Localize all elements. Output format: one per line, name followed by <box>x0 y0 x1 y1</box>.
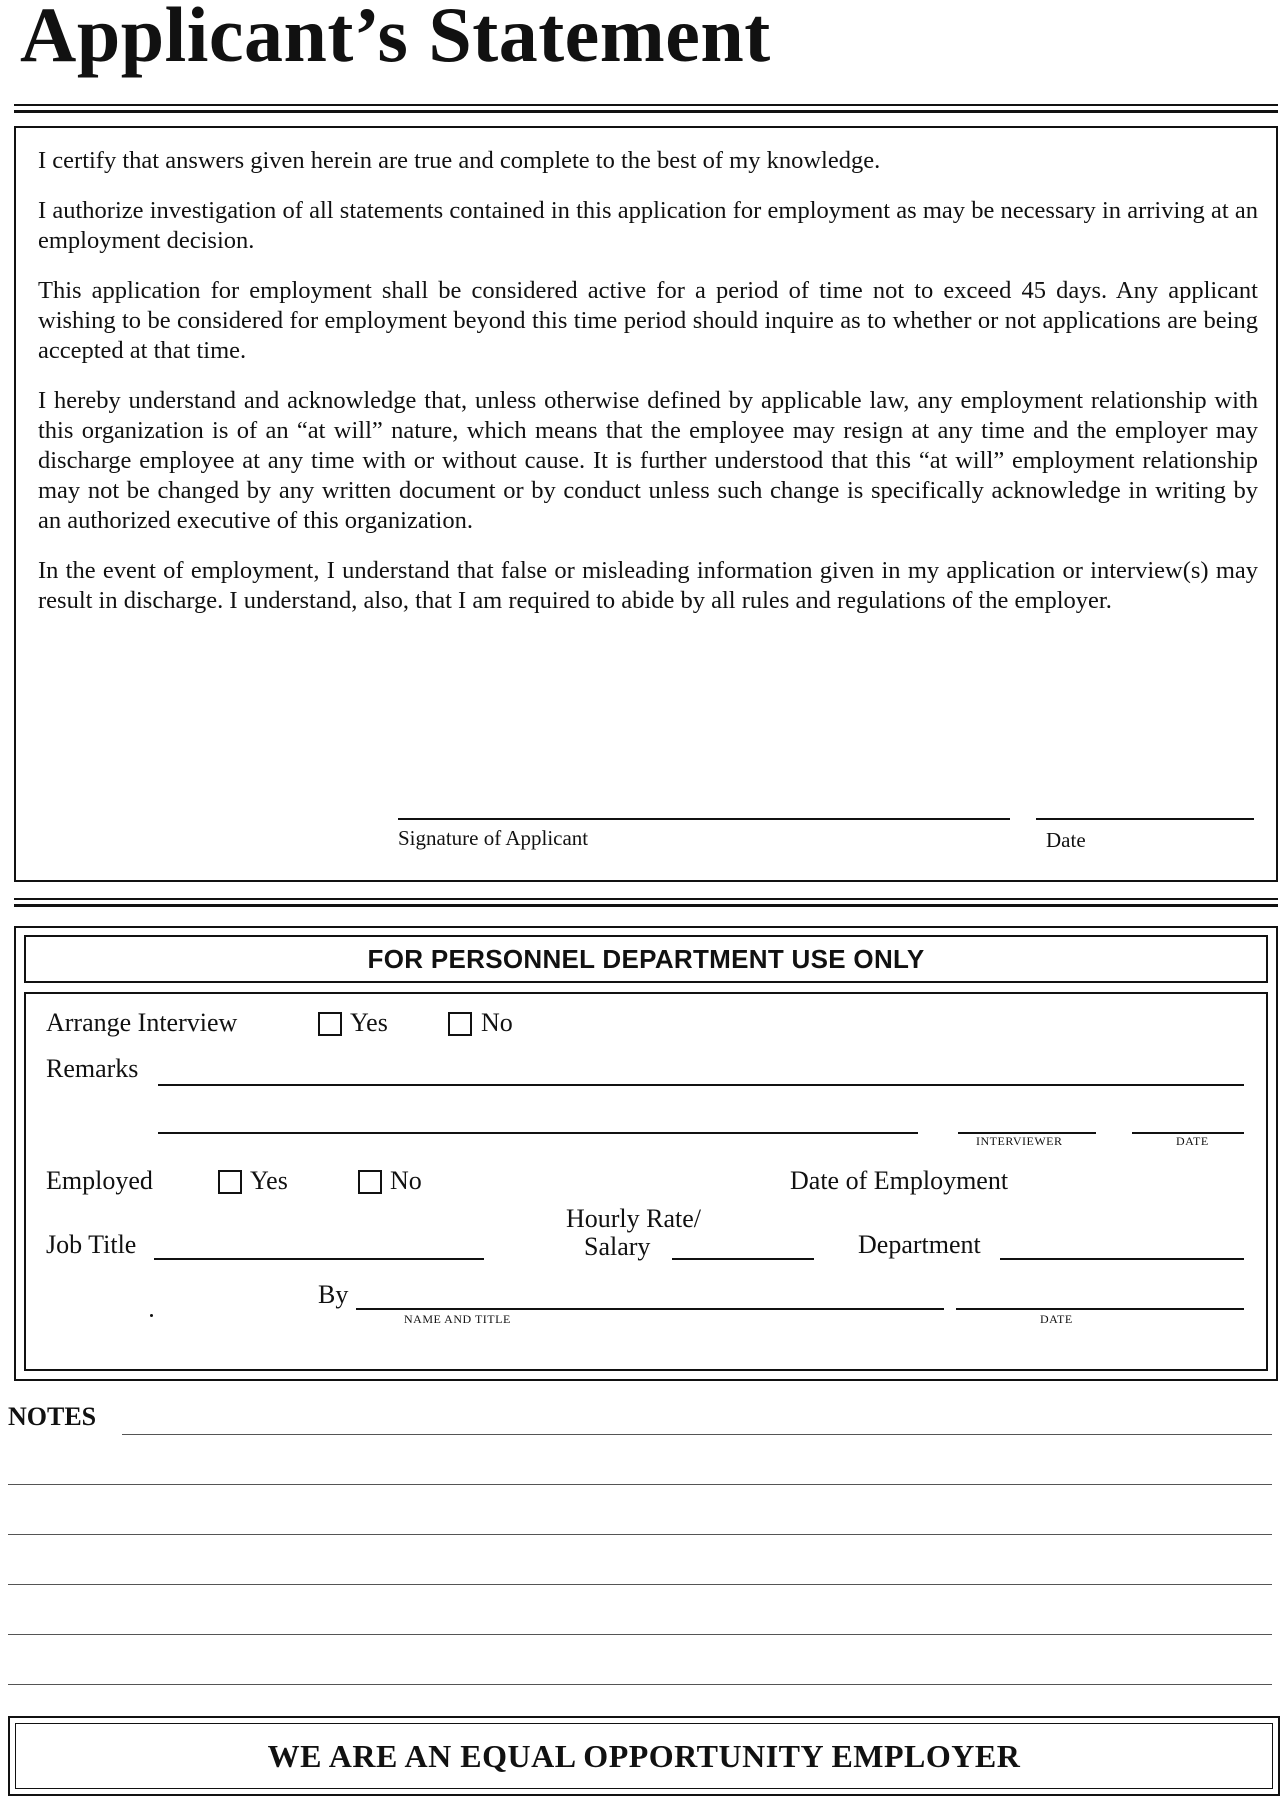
employed-yes-label: Yes <box>250 1166 288 1195</box>
interviewer-date-label: DATE <box>1176 1134 1209 1148</box>
title-divider <box>14 104 1278 113</box>
notes-line-2[interactable] <box>8 1484 1272 1485</box>
hourly-rate-label: Hourly Rate/ <box>566 1204 702 1233</box>
date-of-employment-label: Date of Employment <box>790 1166 1009 1195</box>
statement-box <box>14 126 1278 882</box>
notes-line-1[interactable] <box>122 1434 1272 1435</box>
salary-line[interactable] <box>672 1258 814 1260</box>
equal-opportunity-box <box>8 1716 1280 1796</box>
statement-paragraph-3: This application for employment shall be considered active for a period of time not to exceed 45 days. Any applicant wishing to be considered for employment beyond this time period should inquire as to whether or not applications are being accepted at that time. <box>38 277 1258 364</box>
notes-line-4[interactable] <box>8 1584 1272 1585</box>
remarks-line-1[interactable] <box>158 1084 1244 1086</box>
employed-yes-checkbox[interactable] <box>218 1170 242 1194</box>
stray-dot <box>150 1314 153 1317</box>
remarks-label: Remarks <box>46 1054 139 1083</box>
by-label: By <box>318 1280 349 1309</box>
statement-paragraph-2: I authorize investigation of all statements contained in this application for employment as may be necessary in arriving at an employment decision. <box>38 197 1258 254</box>
employed-label: Employed <box>46 1166 153 1195</box>
employed-no-checkbox[interactable] <box>358 1170 382 1194</box>
interview-no-label: No <box>481 1008 513 1037</box>
job-title-label: Job Title <box>46 1230 137 1259</box>
statement-paragraph-1: I certify that answers given herein are true and complete to the best of my knowledge. <box>38 147 881 174</box>
interview-no-checkbox[interactable] <box>448 1012 472 1036</box>
statement-text <box>38 146 1258 636</box>
department-label: Department <box>858 1230 981 1259</box>
statement-paragraph-5: In the event of employment, I understand that false or misleading information given in my application or interview(s) may result in discharge. I understand, also, that I am required to abide by all rules and regulations of the employer. <box>38 557 1258 614</box>
page-title: Applicant’s Statement <box>20 0 771 78</box>
notes-line-5[interactable] <box>8 1634 1272 1635</box>
name-and-title-line[interactable] <box>356 1308 944 1310</box>
interview-yes-checkbox[interactable] <box>318 1012 342 1036</box>
signature-label: Signature of Applicant <box>398 826 589 850</box>
interviewer-label: INTERVIEWER <box>976 1134 1063 1148</box>
signature-date-line[interactable] <box>1036 818 1254 820</box>
statement-paragraph-4: I hereby understand and acknowledge that, unless otherwise defined by applicable law, any employment relationship with this organization is of an “at will” nature, which means that the employee may resign at any time and the employer may discharge employee at any time with or without cause. It is further understood that this “at will” employment relationship may not be changed by any written document or by conduct unless such change is specifically acknowledge in writing by an authorized executive of this organization. <box>38 387 1258 534</box>
remarks-line-2[interactable] <box>158 1132 918 1134</box>
interview-yes-label: Yes <box>350 1008 388 1037</box>
notes-line-6[interactable] <box>8 1684 1272 1685</box>
signature-line[interactable] <box>398 818 1010 820</box>
notes-line-3[interactable] <box>8 1534 1272 1535</box>
arrange-interview-label: Arrange Interview <box>46 1008 238 1037</box>
job-title-line[interactable] <box>154 1258 484 1260</box>
section-divider <box>14 898 1278 907</box>
employed-no-label: No <box>390 1166 422 1195</box>
by-date-line[interactable] <box>956 1308 1244 1310</box>
signature-date-label: Date <box>1046 828 1086 852</box>
salary-label: Salary <box>584 1232 651 1261</box>
department-line[interactable] <box>1000 1258 1244 1260</box>
equal-opportunity-text: WE ARE AN EQUAL OPPORTUNITY EMPLOYER <box>15 1723 1273 1789</box>
personnel-section <box>14 926 1278 1381</box>
personnel-header: FOR PERSONNEL DEPARTMENT USE ONLY <box>24 935 1268 983</box>
notes-label: NOTES <box>8 1402 97 1431</box>
name-and-title-label: NAME AND TITLE <box>404 1312 511 1326</box>
by-date-label: DATE <box>1040 1312 1073 1326</box>
personnel-form <box>24 992 1268 1371</box>
